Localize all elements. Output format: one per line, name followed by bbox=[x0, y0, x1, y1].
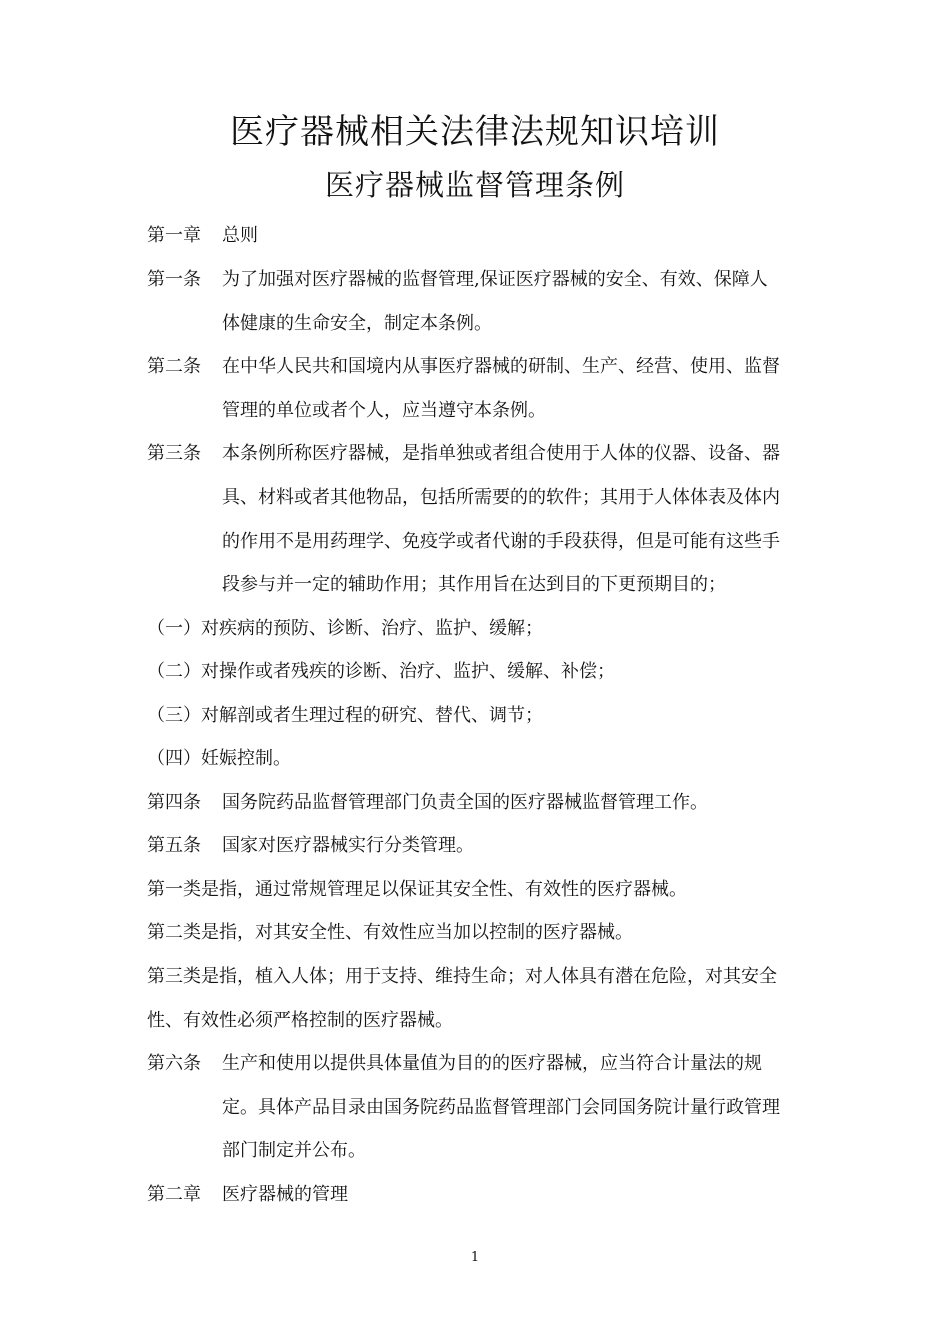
article-continuation: 管理的单位或者个人，应当遵守本条例。 bbox=[222, 400, 546, 421]
chapter-label: 第二章 bbox=[147, 1184, 201, 1205]
article-text: 为了加强对医疗器械的监督管理,保证医疗器械的安全、有效、保障人 bbox=[222, 269, 768, 290]
article-line bbox=[147, 1052, 762, 1076]
list-item: （四）妊娠控制。 bbox=[147, 748, 291, 769]
article-label: 第二条 bbox=[147, 356, 201, 377]
list-item: （一）对疾病的预防、诊断、治疗、监护、缓解； bbox=[147, 618, 543, 639]
article-text: 在中华人民共和国境内从事医疗器械的研制、生产、经营、使用、监督 bbox=[222, 356, 780, 377]
article-line bbox=[147, 355, 780, 379]
class-definition-continuation: 性、有效性必须严格控制的医疗器械。 bbox=[147, 1010, 453, 1031]
article-text: 生产和使用以提供具体量值为目的的医疗器械，应当符合计量法的规 bbox=[222, 1053, 762, 1074]
class-definition: 第一类是指，通过常规管理足以保证其安全性、有效性的医疗器械。 bbox=[147, 879, 687, 900]
class-definition: 第三类是指，植入人体；用于支持、维持生命；对人体具有潜在危险，对其安全 bbox=[147, 966, 777, 987]
article-label: 第三条 bbox=[147, 443, 201, 464]
page-number: 1 bbox=[470, 1250, 480, 1265]
chapter-heading bbox=[147, 224, 258, 248]
article-continuation: 的作用不是用药理学、免疫学或者代谢的手段获得，但是可能有这些手 bbox=[222, 531, 780, 552]
article-label: 第一条 bbox=[147, 269, 201, 290]
article-line bbox=[147, 442, 780, 466]
article-continuation: 部门制定并公布。 bbox=[222, 1140, 366, 1161]
chapter-title: 医疗器械的管理 bbox=[222, 1184, 348, 1205]
document-title: 医疗器械相关法律法规知识培训 bbox=[230, 112, 720, 152]
document-subtitle: 医疗器械监督管理条例 bbox=[324, 168, 625, 202]
list-item: （三）对解剖或者生理过程的研究、替代、调节； bbox=[147, 705, 543, 726]
chapter-heading bbox=[147, 1183, 348, 1207]
article-label: 第五条 bbox=[147, 835, 201, 856]
article-continuation: 段参与并一定的辅助作用；其作用旨在达到目的下更预期目的； bbox=[222, 574, 726, 595]
article-label: 第四条 bbox=[147, 792, 201, 813]
article-line bbox=[147, 834, 474, 858]
article-text: 本条例所称医疗器械，是指单独或者组合使用于人体的仪器、设备、器 bbox=[222, 443, 780, 464]
article-line bbox=[147, 791, 708, 815]
article-continuation: 定。具体产品目录由国务院药品监督管理部门会同国务院计量行政管理 bbox=[222, 1097, 780, 1118]
class-definition: 第二类是指，对其安全性、有效性应当加以控制的医疗器械。 bbox=[147, 922, 633, 943]
chapter-label: 第一章 bbox=[147, 225, 201, 246]
chapter-title: 总则 bbox=[222, 225, 258, 246]
article-text: 国家对医疗器械实行分类管理。 bbox=[222, 835, 474, 856]
list-item: （二）对操作或者残疾的诊断、治疗、监护、缓解、补偿； bbox=[147, 661, 615, 682]
article-line bbox=[147, 268, 768, 292]
article-continuation: 具、材料或者其他物品，包括所需要的的软件；其用于人体体表及体内 bbox=[222, 487, 780, 508]
article-text: 国务院药品监督管理部门负责全国的医疗器械监督管理工作。 bbox=[222, 792, 708, 813]
article-continuation: 体健康的生命安全，制定本条例。 bbox=[222, 313, 492, 334]
article-label: 第六条 bbox=[147, 1053, 201, 1074]
